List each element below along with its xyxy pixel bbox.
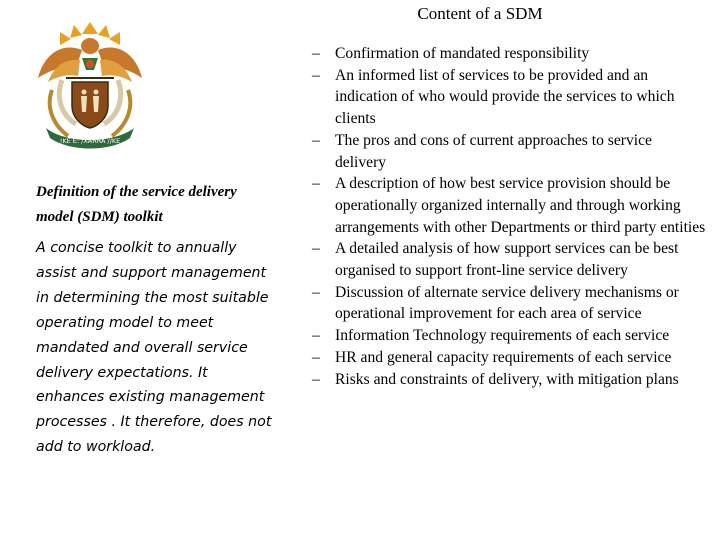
list-item [312, 43, 706, 65]
list-item-text: An informed list of services to be provided and an indication of who would provide the services to which clients [335, 66, 675, 128]
bullet-marker: – [312, 327, 320, 345]
bullet-marker: – [312, 370, 320, 388]
list-item-text: Risks and constraints of delivery, with mitigation plans [335, 370, 679, 388]
bullet-marker: – [312, 175, 320, 193]
list-item-text: Discussion of alternate service delivery mechanisms or operational improvement for each area of service [335, 283, 679, 323]
bullet-marker: – [312, 45, 320, 62]
bullet-marker: – [312, 348, 320, 366]
coat-of-arms-icon [22, 20, 158, 156]
list-item [312, 130, 706, 173]
list-item [312, 173, 706, 238]
list-item-text: A description of how best service provision should be operationally organized internally and through working arrangements with other Departments or third party entities [335, 175, 706, 236]
list-item [312, 347, 706, 369]
list-item-text: The pros and cons of current approaches to service delivery [335, 131, 652, 171]
list-item [312, 238, 706, 281]
definition-title: Definition of the service delivery model (SDM) toolkit [36, 184, 237, 225]
list-item [312, 65, 706, 130]
bullet-marker: – [312, 240, 320, 258]
bullet-marker: – [312, 66, 320, 84]
list-item-text: Confirmation of mandated responsibility [335, 45, 590, 62]
list-item-text: HR and general capacity requirements of each service [335, 348, 672, 366]
list-item-text: A detailed analysis of how support services can be best organised to support front-line service delivery [335, 240, 679, 280]
bullet-marker: – [312, 131, 320, 149]
content-bullet-list [312, 43, 706, 390]
slide-title: Content of a SDM [417, 4, 543, 23]
definition-body: A concise toolkit to annually assist and support management in determining the most suitable operating model to meet mandated and overall service delivery expectations. It enhances existing management processes . It therefore, does not add to workload. [36, 240, 272, 456]
emblem-motto: !KE E: /XARRA //KE [59, 137, 121, 145]
list-item-text: Information Technology requirements of each service [335, 327, 670, 345]
definition-panel [36, 180, 276, 460]
list-item [312, 325, 706, 347]
bullet-marker: – [312, 283, 320, 301]
list-item [312, 282, 706, 325]
list-item [312, 369, 706, 391]
